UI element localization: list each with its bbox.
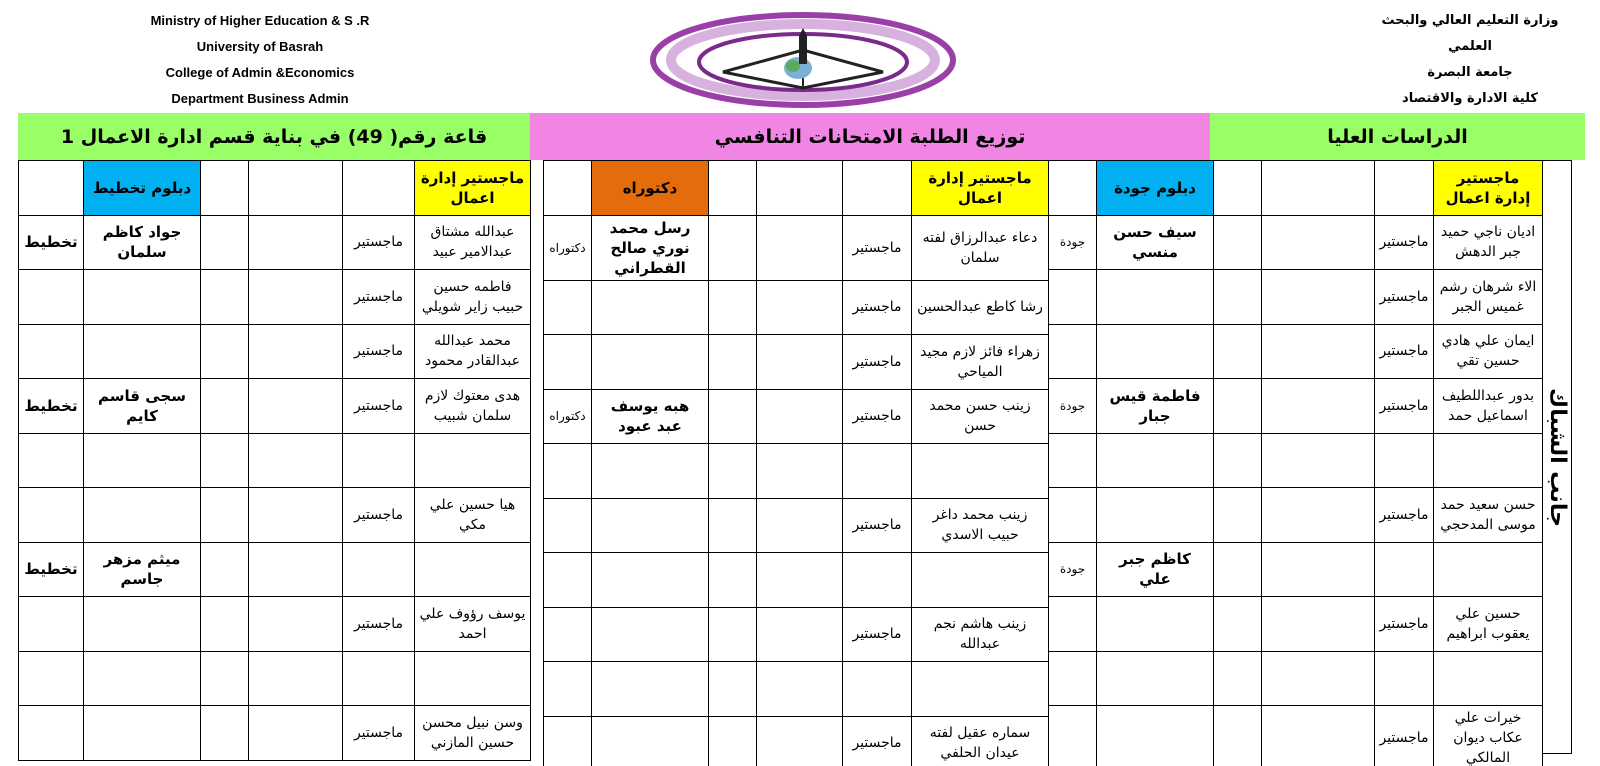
degree-type: ماجستير	[1375, 488, 1434, 543]
empty-cell	[1262, 379, 1375, 434]
empty-cell	[1214, 270, 1262, 325]
empty-cell	[709, 215, 757, 280]
degree-type: ماجستير	[1375, 597, 1434, 652]
masters-student: بدور عبداللطيف اسماعيل حمد	[1434, 379, 1543, 434]
program-tag	[544, 335, 592, 390]
table-row	[544, 662, 1049, 717]
empty-cell	[1214, 706, 1262, 766]
degree-type: ماجستير	[343, 597, 415, 652]
phd-student: هبه يوسف عبد عبود	[592, 389, 709, 444]
empty-cell	[709, 498, 757, 553]
empty-cell	[709, 607, 757, 662]
table-row	[19, 433, 531, 488]
program-tag	[544, 553, 592, 608]
masters-header: ماجستير إدارة اعمال	[1434, 161, 1543, 216]
center-table	[543, 160, 1049, 766]
masters-student	[912, 662, 1049, 717]
table-header-row	[19, 161, 531, 216]
program-tag	[544, 498, 592, 553]
masters-student: عبدالله مشتاق عبدالامير عبيد	[415, 215, 531, 270]
masters-student: حسن سعيد حمد موسى المدحجي	[1434, 488, 1543, 543]
degree-type: ماجستير	[343, 215, 415, 270]
program-tag	[1049, 270, 1097, 325]
masters-student: زينب حسن محمد حسن	[912, 389, 1049, 444]
diploma-student	[1097, 270, 1214, 325]
program-tag: دكتوراه	[544, 215, 592, 280]
diploma-student: سجى قاسم كايم	[84, 379, 201, 434]
empty-cell	[249, 270, 343, 325]
empty-cell	[1214, 651, 1262, 706]
degree-type: ماجستير	[1375, 379, 1434, 434]
masters-student: حسين علي يعقوب ابراهيم	[1434, 597, 1543, 652]
empty-cell	[1214, 215, 1262, 270]
college-ar: كلية الادارة والاقتصاد	[1402, 91, 1538, 106]
degree-type: ماجستير	[343, 324, 415, 379]
program-tag: تخطيط	[19, 542, 84, 597]
table-row	[1049, 706, 1543, 766]
empty-cell	[249, 651, 343, 706]
program-tag: تخطيط	[19, 215, 84, 270]
table-row	[19, 379, 531, 434]
empty-cell	[1214, 433, 1262, 488]
degree-type	[843, 553, 912, 608]
program-tag	[1049, 651, 1097, 706]
degree-type: ماجستير	[843, 280, 912, 335]
diploma-student	[1097, 324, 1214, 379]
diploma-student	[1097, 488, 1214, 543]
department-en: Department Business Admin	[171, 91, 349, 106]
table-row	[544, 553, 1049, 608]
masters-student	[912, 553, 1049, 608]
empty-cell	[249, 379, 343, 434]
degree-type: ماجستير	[843, 498, 912, 553]
empty-cell	[249, 706, 343, 761]
empty-cell	[757, 280, 843, 335]
degree-type	[843, 662, 912, 717]
empty-cell	[1262, 651, 1375, 706]
table-row	[544, 444, 1049, 499]
diploma-student: فاطمة قيس جبار	[1097, 379, 1214, 434]
masters-student	[415, 651, 531, 706]
program-tag	[1049, 324, 1097, 379]
table-row	[19, 270, 531, 325]
program-tag	[544, 280, 592, 335]
empty-cell	[249, 597, 343, 652]
masters-student: زهراء فائز لازم مجيد المياحي	[912, 335, 1049, 390]
program-tag: جودة	[1049, 542, 1097, 597]
diploma-student	[84, 597, 201, 652]
program-tag: دكتوراه	[544, 389, 592, 444]
masters-student: سماره عقيل لفته عيدان الحلفي	[912, 716, 1049, 766]
phd-student	[592, 335, 709, 390]
empty-cell	[757, 444, 843, 499]
empty-cell	[1214, 542, 1262, 597]
table-row	[544, 607, 1049, 662]
masters-student: خيرات علي عكاب ديوان المالكي	[1434, 706, 1543, 766]
masters-header: ماجستير إدارة اعمال	[415, 161, 531, 216]
program-tag	[544, 607, 592, 662]
program-tag	[19, 488, 84, 543]
degree-type: ماجستير	[1375, 706, 1434, 766]
empty-cell	[757, 607, 843, 662]
diploma-student: ميثم مزهر جاسم	[84, 542, 201, 597]
empty-cell	[709, 444, 757, 499]
degree-type: ماجستير	[343, 379, 415, 434]
masters-student: محمد عبدالله عبدالقادر محمود	[415, 324, 531, 379]
college-en: College of Admin &Economics	[165, 65, 355, 80]
diploma-student	[84, 651, 201, 706]
empty-cell	[1262, 433, 1375, 488]
masters-student: زينب هاشم نجم عبدالله	[912, 607, 1049, 662]
degree-type	[343, 433, 415, 488]
empty-cell	[1214, 597, 1262, 652]
phd-student: رسل محمد نوري صالح القطراني	[592, 215, 709, 280]
masters-student	[415, 433, 531, 488]
english-header	[140, 8, 380, 112]
empty-cell	[249, 324, 343, 379]
degree-type: ماجستير	[843, 716, 912, 766]
program-tag	[544, 662, 592, 717]
empty-cell	[709, 716, 757, 766]
diploma-student: جواد كاظم سلمان	[84, 215, 201, 270]
degree-type	[843, 444, 912, 499]
degree-type	[1375, 542, 1434, 597]
empty-cell	[1214, 324, 1262, 379]
program-tag	[544, 716, 592, 766]
program-tag: جودة	[1049, 379, 1097, 434]
degree-type	[343, 651, 415, 706]
program-tag	[19, 651, 84, 706]
window-side-label	[1542, 160, 1572, 754]
empty-cell	[757, 389, 843, 444]
program-tag	[19, 706, 84, 761]
right-table	[1048, 160, 1543, 766]
degree-type: ماجستير	[843, 389, 912, 444]
distribution-title-band: توزيع الطلبة الامتحانات التنافسي	[530, 113, 1210, 160]
program-tag	[19, 270, 84, 325]
program-tag	[544, 444, 592, 499]
empty-cell	[709, 335, 757, 390]
masters-student: هيا حسين علي مكي	[415, 488, 531, 543]
table-row	[1049, 215, 1543, 270]
degree-type: ماجستير	[843, 607, 912, 662]
empty-cell	[201, 488, 249, 543]
phd-student	[592, 553, 709, 608]
program-tag	[19, 597, 84, 652]
empty-cell	[1262, 215, 1375, 270]
college-logo	[648, 10, 958, 110]
empty-cell	[1262, 488, 1375, 543]
table-row	[1049, 597, 1543, 652]
diploma-student	[1097, 597, 1214, 652]
program-tag	[19, 433, 84, 488]
masters-student: هدى معتوك لازم سلمان شبيب	[415, 379, 531, 434]
empty-cell	[249, 215, 343, 270]
table-row	[19, 488, 531, 543]
diploma-student	[84, 324, 201, 379]
phd-student	[592, 498, 709, 553]
masters-student	[1434, 542, 1543, 597]
empty-cell	[201, 379, 249, 434]
empty-cell	[757, 498, 843, 553]
masters-student	[1434, 651, 1543, 706]
diploma-student	[1097, 651, 1214, 706]
program-tag	[1049, 597, 1097, 652]
degree-type	[1375, 651, 1434, 706]
table-row	[544, 498, 1049, 553]
empty-cell	[757, 716, 843, 766]
empty-cell	[1214, 488, 1262, 543]
diploma-student: كاظم جبر علي	[1097, 542, 1214, 597]
university-en: University of Basrah	[196, 39, 324, 54]
degree-type: ماجستير	[1375, 215, 1434, 270]
empty-cell	[757, 553, 843, 608]
empty-cell	[201, 270, 249, 325]
ministry-en: Ministry of Higher Education & S .R	[150, 13, 370, 28]
empty-cell	[757, 335, 843, 390]
program-tag: تخطيط	[19, 379, 84, 434]
degree-type: ماجستير	[343, 706, 415, 761]
masters-student	[415, 542, 531, 597]
phd-student	[592, 607, 709, 662]
table-row	[1049, 433, 1543, 488]
table-row	[1049, 324, 1543, 379]
masters-student: فاطمه حسين حبيب زاير شويلي	[415, 270, 531, 325]
diploma-student	[84, 433, 201, 488]
masters-student: زينب محمد داغر حبيب الاسدي	[912, 498, 1049, 553]
degree-type: ماجستير	[1375, 270, 1434, 325]
phd-header: دكتوراه	[592, 161, 709, 216]
diploma-quality-header: دبلوم جودة	[1097, 161, 1214, 216]
phd-student	[592, 280, 709, 335]
masters-student	[912, 444, 1049, 499]
empty-cell	[1262, 706, 1375, 766]
degree-type: ماجستير	[343, 270, 415, 325]
left-table	[18, 160, 531, 761]
diploma-student	[84, 706, 201, 761]
diploma-student	[84, 270, 201, 325]
graduate-studies-band: الدراسات العليا	[1210, 113, 1585, 160]
empty-cell	[1262, 270, 1375, 325]
empty-cell	[249, 433, 343, 488]
empty-cell	[201, 215, 249, 270]
window-side-text: جانب الشباك	[1544, 387, 1570, 527]
diploma-student	[84, 488, 201, 543]
ministry-ar: وزارة التعليم العالي والبحث العلمي	[1381, 13, 1559, 54]
phd-student	[592, 716, 709, 766]
empty-cell	[249, 488, 343, 543]
masters-student: دعاء عبدالرزاق لفته سلمان	[912, 215, 1049, 280]
masters-header: ماجستير إدارة اعمال	[912, 161, 1049, 216]
masters-student: وسن نبيل محسن حسين المازني	[415, 706, 531, 761]
empty-cell	[201, 324, 249, 379]
empty-cell	[709, 662, 757, 717]
empty-cell	[757, 662, 843, 717]
diploma-planning-header: دبلوم تخطيط	[84, 161, 201, 216]
table-row	[1049, 379, 1543, 434]
empty-cell	[709, 280, 757, 335]
degree-type	[1375, 433, 1434, 488]
degree-type: ماجستير	[343, 488, 415, 543]
diploma-student	[1097, 706, 1214, 766]
empty-cell	[201, 433, 249, 488]
diploma-student	[1097, 433, 1214, 488]
empty-cell	[201, 597, 249, 652]
empty-cell	[709, 553, 757, 608]
masters-student: ايمان علي هادي حسين تقي	[1434, 324, 1543, 379]
table-row	[1049, 270, 1543, 325]
empty-cell	[249, 542, 343, 597]
empty-cell	[201, 542, 249, 597]
masters-student	[1434, 433, 1543, 488]
masters-student: اديان ناجي حميد جبر الدهش	[1434, 215, 1543, 270]
table-row	[19, 597, 531, 652]
table-row	[19, 215, 531, 270]
table-row	[1049, 542, 1543, 597]
masters-student: الاء شرهان رشم غميس الجبر	[1434, 270, 1543, 325]
empty-cell	[1262, 324, 1375, 379]
masters-student: يوسف رؤوف علي احمد	[415, 597, 531, 652]
table-header-row	[1049, 161, 1543, 216]
empty-cell	[201, 651, 249, 706]
hall-band: قاعة رقم( 49) في بناية قسم ادارة الاعمال 1	[18, 113, 530, 160]
table-row	[544, 335, 1049, 390]
phd-student	[592, 662, 709, 717]
table-row	[19, 651, 531, 706]
table-row	[544, 389, 1049, 444]
empty-cell	[1262, 542, 1375, 597]
degree-type: ماجستير	[843, 215, 912, 280]
table-row	[19, 706, 531, 761]
university-ar: جامعة البصرة	[1427, 65, 1513, 80]
program-tag: جودة	[1049, 215, 1097, 270]
phd-student	[592, 444, 709, 499]
degree-type: ماجستير	[1375, 324, 1434, 379]
empty-cell	[1214, 379, 1262, 434]
program-tag	[19, 324, 84, 379]
masters-student: رشا كاطع عبدالحسين	[912, 280, 1049, 335]
program-tag	[1049, 433, 1097, 488]
degree-type	[343, 542, 415, 597]
table-row	[544, 215, 1049, 280]
empty-cell	[709, 389, 757, 444]
table-row	[544, 716, 1049, 766]
table-row	[544, 280, 1049, 335]
table-row	[1049, 488, 1543, 543]
table-row	[19, 324, 531, 379]
empty-cell	[757, 215, 843, 280]
table-row	[1049, 651, 1543, 706]
table-row	[19, 542, 531, 597]
empty-cell	[201, 706, 249, 761]
program-tag	[1049, 706, 1097, 766]
table-header-row	[544, 161, 1049, 216]
empty-cell	[1262, 597, 1375, 652]
diploma-student: سيف حسن منسي	[1097, 215, 1214, 270]
program-tag	[1049, 488, 1097, 543]
degree-type: ماجستير	[843, 335, 912, 390]
